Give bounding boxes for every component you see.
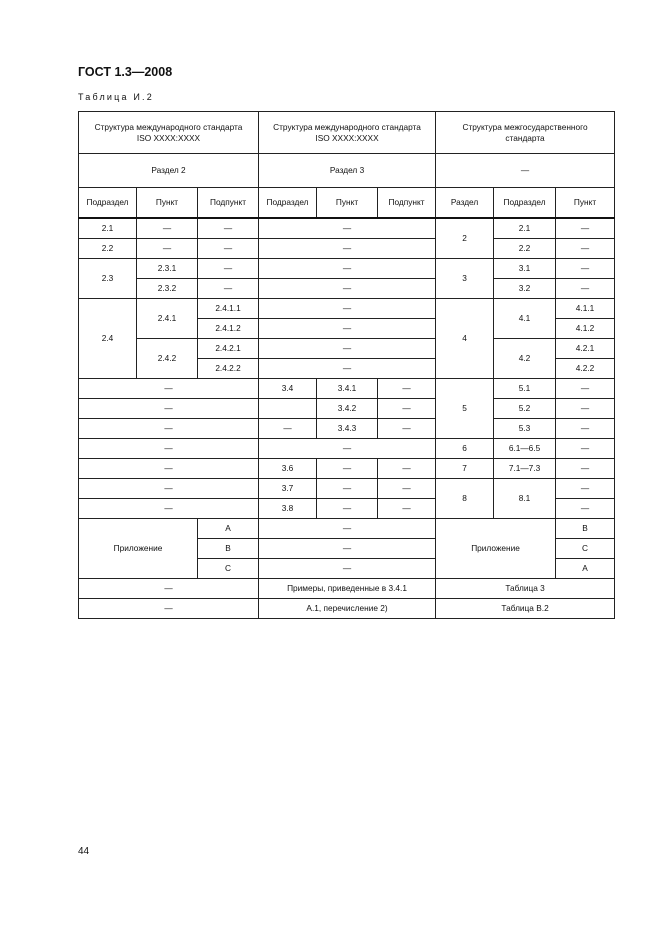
table-cell: — — [556, 259, 615, 279]
table-cell: 8 — [436, 479, 494, 519]
table-cell: 5.3 — [494, 419, 556, 439]
header-cell: Раздел — [436, 188, 494, 219]
table-cell: 7 — [436, 459, 494, 479]
table-row — [79, 218, 615, 239]
table-cell: — — [259, 519, 436, 539]
table-cell — [259, 399, 317, 419]
table-row — [79, 299, 615, 319]
table-cell: — — [259, 339, 436, 359]
page-number: 44 — [78, 846, 90, 857]
table-cell: 2.1 — [494, 218, 556, 239]
table-cell: 3.6 — [259, 459, 317, 479]
table-cell: 4.1 — [494, 299, 556, 339]
header-cell: Подраздел — [79, 188, 137, 219]
table-cell: Примеры, приведенные в 3.4.1 — [259, 579, 436, 599]
table-cell: 4 — [436, 299, 494, 379]
table-cell: — — [317, 459, 378, 479]
table-cell: 5 — [436, 379, 494, 439]
header-cell: Структура международного стандарта ISO XXXX:XXXX — [79, 112, 259, 154]
header-cell: Пункт — [137, 188, 198, 219]
table-cell: — — [137, 239, 198, 259]
header-row — [79, 188, 615, 219]
table-cell: 7.1—7.3 — [494, 459, 556, 479]
document-title: ГОСТ 1.3—2008 — [78, 65, 173, 79]
table-cell: — — [556, 499, 615, 519]
table-row — [79, 259, 615, 279]
table-cell: 4.1.2 — [556, 319, 615, 339]
table-cell: 3.7 — [259, 479, 317, 499]
table-cell: — — [259, 299, 436, 319]
table-cell: — — [79, 419, 259, 439]
table-cell: 4.2 — [494, 339, 556, 379]
table-cell: 2 — [436, 218, 494, 259]
table-row — [79, 519, 615, 539]
table-cell: Таблица 3 — [436, 579, 615, 599]
table-cell: 2.4.1.2 — [198, 319, 259, 339]
table-cell: — — [79, 479, 259, 499]
table-cell: 6.1—6.5 — [494, 439, 556, 459]
table-cell: 2.3 — [79, 259, 137, 299]
table-cell: Приложение — [436, 519, 556, 579]
table-cell: 5.1 — [494, 379, 556, 399]
table-cell: 2.2 — [494, 239, 556, 259]
table-cell: — — [556, 218, 615, 239]
table-cell: — — [259, 239, 436, 259]
table-row — [79, 459, 615, 479]
table-cell: — — [79, 399, 259, 419]
table-cell: — — [556, 419, 615, 439]
table-cell: — — [259, 259, 436, 279]
table-cell: 4.2.1 — [556, 339, 615, 359]
table-cell: 2.3.2 — [137, 279, 198, 299]
header-cell: Пункт — [556, 188, 615, 219]
header-cell: Подпункт — [198, 188, 259, 219]
table-row — [79, 239, 615, 259]
table-cell: 3.4.2 — [317, 399, 378, 419]
table-cell: — — [378, 379, 436, 399]
table-row — [79, 479, 615, 499]
table-cell: — — [79, 379, 259, 399]
table-cell: — — [556, 399, 615, 419]
table-cell: 2.1 — [79, 218, 137, 239]
table-cell: — — [79, 579, 259, 599]
table-row — [79, 579, 615, 599]
table-cell: 3.4.3 — [317, 419, 378, 439]
table-cell: — — [198, 279, 259, 299]
table-cell: — — [259, 539, 436, 559]
header-cell: Раздел 2 — [79, 154, 259, 188]
table-row — [79, 399, 615, 419]
table-cell: — — [378, 499, 436, 519]
table-cell: 2.4.1.1 — [198, 299, 259, 319]
correspondence-table — [78, 111, 615, 619]
table-cell: — — [198, 259, 259, 279]
table-cell: A — [556, 559, 615, 579]
table-cell: 3.4.1 — [317, 379, 378, 399]
table-cell: — — [378, 459, 436, 479]
table-cell: — — [137, 218, 198, 239]
table-cell: 2.4.2.1 — [198, 339, 259, 359]
table-cell: — — [556, 459, 615, 479]
table-cell: 2.2 — [79, 239, 137, 259]
table-cell: — — [378, 479, 436, 499]
table-cell: 8.1 — [494, 479, 556, 519]
table-cell: — — [556, 439, 615, 459]
table-cell: Приложение — [79, 519, 198, 579]
table-cell: — — [317, 499, 378, 519]
header-cell: Подпункт — [378, 188, 436, 219]
table-cell: C — [198, 559, 259, 579]
table-cell: 3.2 — [494, 279, 556, 299]
table-cell: — — [198, 239, 259, 259]
table-caption: Таблица И.2 — [78, 92, 154, 102]
table-cell: — — [259, 559, 436, 579]
table-cell: — — [317, 479, 378, 499]
table-cell: 2.4.1 — [137, 299, 198, 339]
table-cell: — — [556, 239, 615, 259]
table-cell: 3.4 — [259, 379, 317, 399]
table-cell: 3 — [436, 259, 494, 299]
table-cell: 6 — [436, 439, 494, 459]
table-cell: — — [556, 379, 615, 399]
table-cell: 2.4.2.2 — [198, 359, 259, 379]
header-row — [79, 154, 615, 188]
table-cell: — — [378, 399, 436, 419]
table-cell: — — [259, 319, 436, 339]
header-cell: Структура межгосударственного стандарта — [436, 112, 615, 154]
table-row — [79, 339, 615, 359]
table-row — [79, 379, 615, 399]
table-cell: 5.2 — [494, 399, 556, 419]
table-cell: А.1, перечисление 2) — [259, 599, 436, 619]
table-cell: — — [79, 499, 259, 519]
table-cell: 3.8 — [259, 499, 317, 519]
header-cell: Пункт — [317, 188, 378, 219]
table-cell: Таблица В.2 — [436, 599, 615, 619]
table-cell: 2.3.1 — [137, 259, 198, 279]
table-cell: — — [378, 419, 436, 439]
table-cell: B — [198, 539, 259, 559]
table-cell: — — [259, 279, 436, 299]
table-cell: — — [259, 419, 317, 439]
table-cell: 2.4 — [79, 299, 137, 379]
table-row — [79, 419, 615, 439]
table-row — [79, 439, 615, 459]
table-cell: C — [556, 539, 615, 559]
header-row — [79, 112, 615, 154]
table-cell: — — [79, 439, 259, 459]
table-cell: — — [79, 599, 259, 619]
header-cell: — — [436, 154, 615, 188]
table-cell: — — [556, 279, 615, 299]
table-cell: 4.1.1 — [556, 299, 615, 319]
table-cell: — — [556, 479, 615, 499]
table-cell: — — [198, 218, 259, 239]
table-cell: — — [259, 439, 436, 459]
table-cell: — — [259, 359, 436, 379]
table-cell: — — [259, 218, 436, 239]
header-cell: Подраздел — [259, 188, 317, 219]
table-cell: B — [556, 519, 615, 539]
header-cell: Подраздел — [494, 188, 556, 219]
header-cell: Раздел 3 — [259, 154, 436, 188]
table-cell: 3.1 — [494, 259, 556, 279]
table-cell: — — [79, 459, 259, 479]
table-cell: 2.4.2 — [137, 339, 198, 379]
table-cell: A — [198, 519, 259, 539]
table-row — [79, 279, 615, 299]
table-row — [79, 599, 615, 619]
header-cell: Структура международного стандарта ISO XXXX:XXXX — [259, 112, 436, 154]
table-cell: 4.2.2 — [556, 359, 615, 379]
